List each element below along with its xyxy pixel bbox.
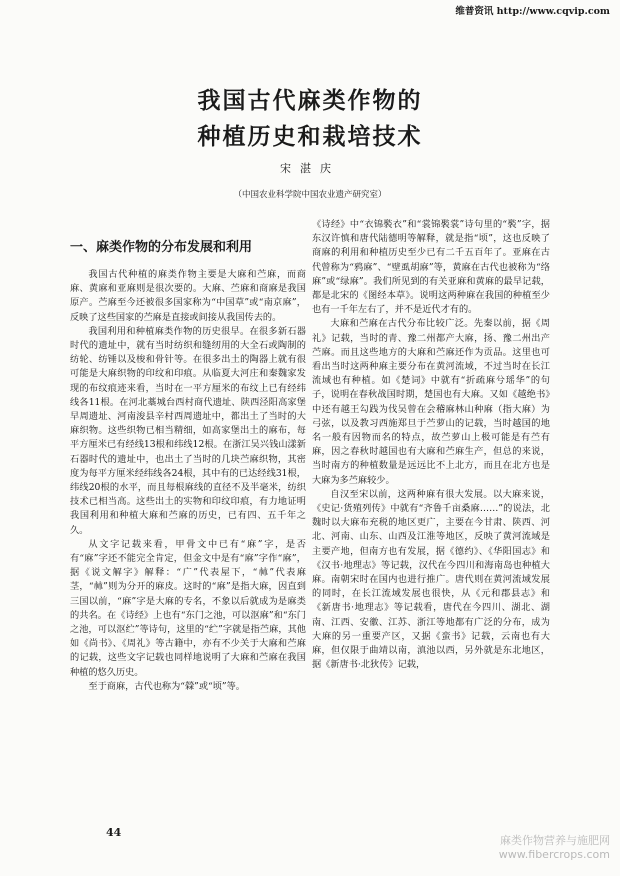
article-title-line-2: 种植历史和栽培技术 <box>197 123 423 150</box>
paragraph: 《诗经》中“衣锦褧衣”和“裳锦褧裳”诗句里的“褧”字，据东汉许慎和唐代陆德明等解释，就是指“顷”，这也反映了商麻的利用和种植历史至少已有二千五百年了。亚麻在古代曾称为“鸦麻”、“壁虱胡麻”等，黄麻在古代也被称为“络麻”或“绿麻”。我们所见到的有关亚麻和黄麻的最早记载，都是北宋的《图经本草》。说明这两种麻在我国的种植至少也有一千年左右了，并不是近代才有的。 <box>312 219 550 316</box>
paragraph: 至于商麻，古代也称为“檾”或“顷”等。 <box>88 680 245 692</box>
author-name: 宋湛庆 <box>280 162 340 175</box>
section-heading: 一、麻类作物的分布发展和利用 <box>70 240 253 255</box>
site-header: 维普资讯 http://www.cqvip.com <box>455 6 610 17</box>
left-column <box>70 268 306 694</box>
right-column <box>312 218 550 673</box>
watermark-line: www.fibercrops.com <box>498 848 610 861</box>
paragraph: 我国古代种植的麻类作物主要是大麻和苎麻，而商麻、黄麻和亚麻则是很次要的。大麻、苎麻和商麻是我国原产。苎麻至今还被很多国家称为“中国草”或“南京麻”，反映了这些国家的苎麻是直接或间接从我国传去的。 <box>70 269 306 323</box>
watermark <box>440 834 610 862</box>
page-number: 44 <box>106 826 122 839</box>
paragraph: 我国利用和种植麻类作物的历史很早。在很多新石器时代的遗址中，就有当时纺织和缝纫用的大全石或陶制的纺轮、纺锤以及梭和骨针等。在很多出土的陶器上就有很可能是大麻织物的印纹和印痕。从临夏大河庄和秦魏家发现的布纹痕迹来看，当时在一平方厘米的布纹上已有经纬线各11根。在河北藁城台西村商代遗址、陕西泾阳高家堡早周遗址、河南浚县辛村西周遗址中，都出土了当时的大麻织物。这些织物已相当精细，如高家堡出土的麻布，每平方厘米已有经线13根和纬线12根。在浙江吴兴钱山漾新石器时代的遗址中，也出土了当时的几块苎麻织物，其密度为每平方厘米经纬线各24根，其中有的已达经线31根，纬线20根的水平，而且每根麻线的直径不及半毫米，纺织技术已相当高。这些出土的实物和印纹印痕，有力地证明我国利用和种植大麻和苎麻的历史，已有四、五千年之久。 <box>70 325 306 536</box>
paragraph: 从文字记载来看，甲骨文中已有“麻”字，是否有“麻”字还不能完全肯定，但金文中是有“麻”字作“麻”，据《说文解字》解释：“广”代表屋下，“𣏟”代表麻茎，“𣏟”则为分开的麻皮。这时的“麻”是指大麻，因直到三国以前，“麻”字是大麻的专名，不象以后就成为是麻类的共名。在《诗经》上也有“东门之池，可以沤麻”和“东门之池，可以沤纻”等诗句，这里的“纻”字就是指苎麻，其他如《尚书》、《周礼》等古籍中，亦有不少关于大麻和苎麻的记载，这些文字记载也同样地说明了大麻和苎麻在我国种植的悠久历史。 <box>70 538 306 678</box>
watermark-line: 麻类作物营养与施肥网 <box>500 834 610 847</box>
article-title-line-1: 我国古代麻类作物的 <box>197 87 423 114</box>
author-affiliation: （中国农业科学院中国农业遗产研究室） <box>233 190 387 200</box>
paragraph: 大麻和苎麻在古代分布比较广泛。先秦以前，据《周礼》记载，当时的青、豫二州都产大麻，扬、豫二州出产苎麻。而且这些地方的大麻和苎麻还作为贡品。这里也可看出当时这两种麻主要分布在黄河流域，不过当时在长江流域也有种植。如《楚词》中就有“折疏麻兮瑶华”的句子，说明在春秋战国时期，楚国也有大麻。又如《越绝书》中还有越王勾践为伐吴曾在会稽麻林山种麻（指大麻）为弓弦，以及教习西施郑旦于苎萝山的记载，当时越国的地名一般有因物而名的特点，故苎萝山上极可能是有苎有麻，因之春秋时越国也有大麻和苎麻生产，但总的来说，当时南方的种植数量是远远比不上北方，而且在北方也是大麻为多苎麻较少。 <box>312 318 550 486</box>
paragraph: 自汉至宋以前，这两种麻有很大发展。以大麻来说，《史记·货殖列传》中就有“齐鲁千亩桑麻……”的说法，北魏时以大麻布充税的地区更广，主要在今甘肃、陕西、河北、河南、山东、山西及江淮等地区，反映了黄河流域是主要产地，但南方也有发展，据《德约》、《华阳国志》和《汉书·地理志》等记载，汉代在今四川和海南岛也种植大麻。南朝宋时在国内也进行推广。唐代则在黄河流域发展的同时，在长江流域发展也很快，从《元和郡县志》和《新唐书·地理志》等记载看，唐代在今四川、湖北、湖南、江西、安徽、江苏、浙江等地都有广泛的分布，成为大麻的另一重要产区，又据《蛮书》记载，云南也有大麻，但仅限于曲靖以南，滇池以西，另外就是东北地区，据《新唐书·北狄传》记载， <box>312 488 550 671</box>
